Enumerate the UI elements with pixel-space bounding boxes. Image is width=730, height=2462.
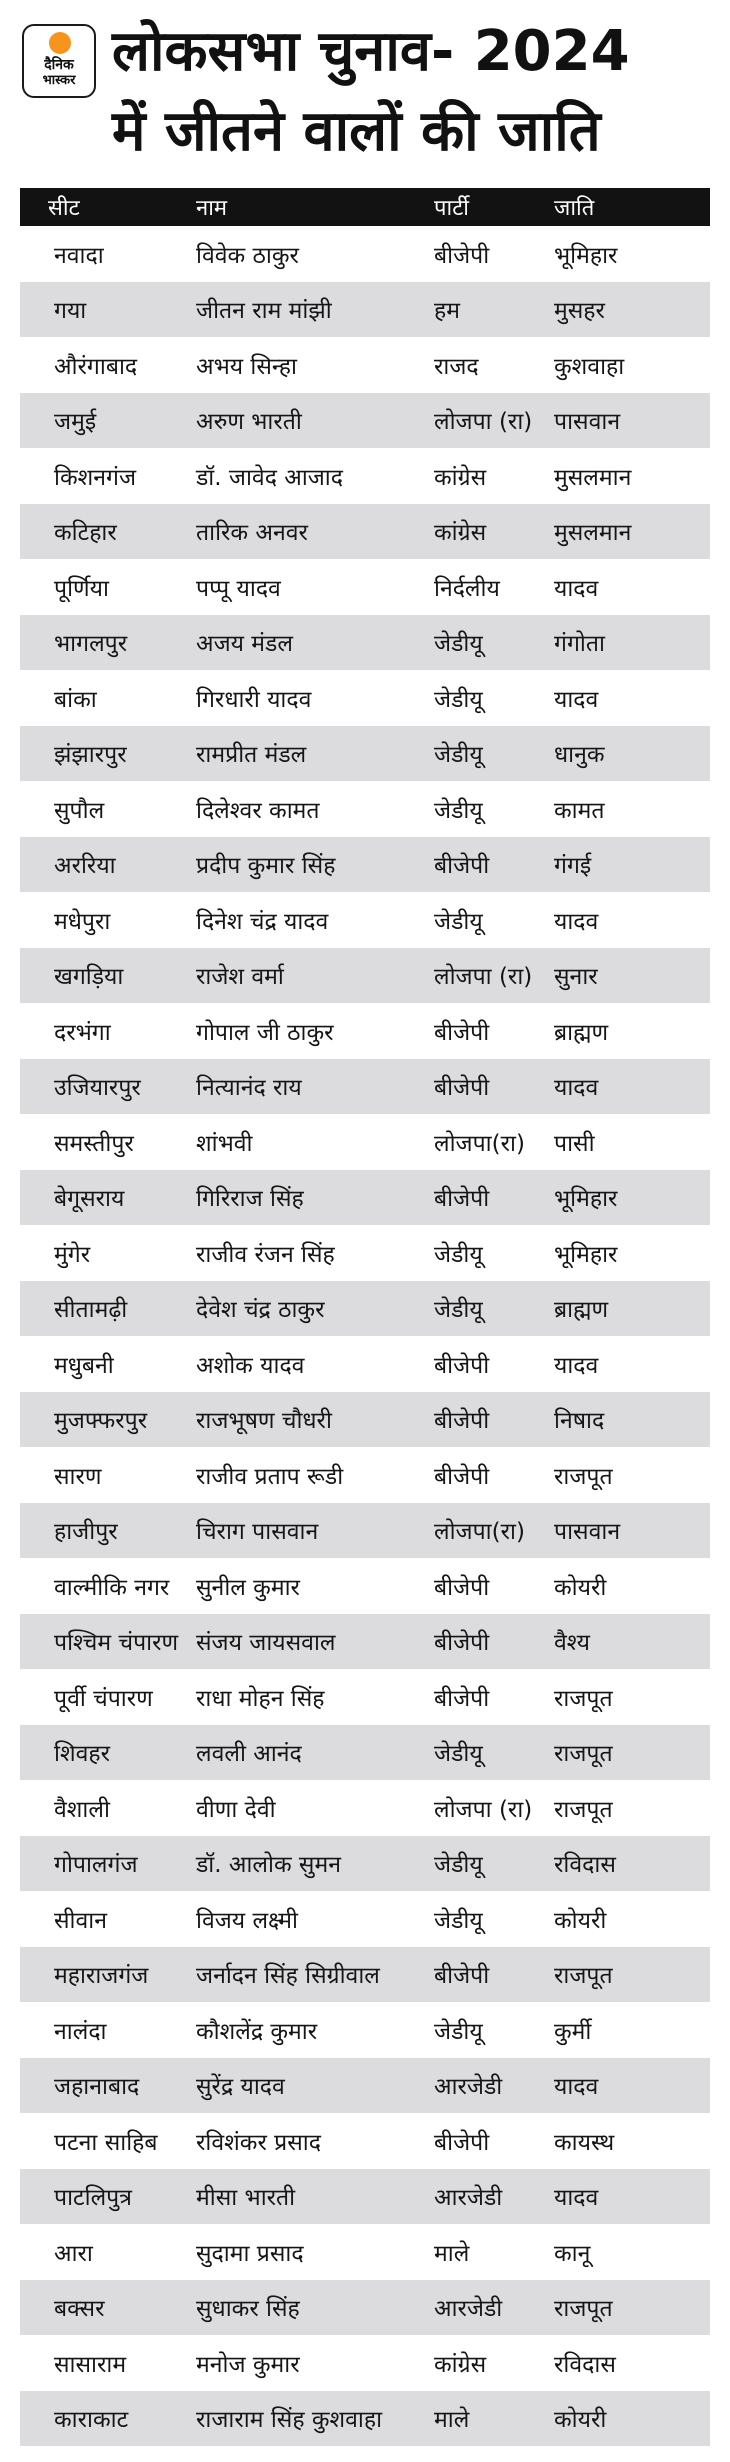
cell-party: जेडीयू xyxy=(434,1852,483,1879)
cell-seat: खगड़िया xyxy=(54,964,124,991)
cell-name: शांभवी xyxy=(196,1130,253,1157)
cell-party: निर्दलीय xyxy=(434,575,500,602)
cell-name: गिरधारी यादव xyxy=(196,686,312,713)
cell-name: रविशंकर प्रसाद xyxy=(196,2129,321,2156)
cell-caste: मुसलमान xyxy=(554,520,632,547)
cell-party: जेडीयू xyxy=(434,742,483,769)
table-row xyxy=(20,837,710,893)
cell-party: कांग्रेस xyxy=(434,2351,487,2378)
cell-party: जेडीयू xyxy=(434,1297,483,1324)
cell-caste: भूमिहार xyxy=(554,1186,618,1213)
cell-caste: कोयरी xyxy=(554,2407,607,2434)
cell-name: गिरिराज सिंह xyxy=(196,1186,304,1213)
cell-seat: बांका xyxy=(54,686,97,713)
table-row xyxy=(20,337,710,393)
table-row xyxy=(20,393,710,449)
cell-name: राजाराम सिंह कुशवाहा xyxy=(196,2407,383,2434)
table-row xyxy=(20,1891,710,1947)
header xyxy=(0,0,730,188)
cell-name: संजय जायसवाल xyxy=(196,1630,336,1657)
table-row xyxy=(20,1447,710,1503)
cell-caste: वैश्य xyxy=(554,1630,590,1657)
cell-seat: जमुई xyxy=(54,409,97,436)
cell-seat: पश्चिम चंपारण xyxy=(54,1630,179,1657)
cell-caste: कुशवाहा xyxy=(554,353,625,380)
table-row xyxy=(20,615,710,671)
cell-party: लोजपा (रा) xyxy=(434,1796,533,1823)
cell-seat: सुपौल xyxy=(54,797,105,824)
table-row xyxy=(20,2002,710,2058)
page-title xyxy=(112,12,722,172)
table-row xyxy=(20,448,710,504)
header-caste: जाति xyxy=(554,196,595,221)
cell-name: तारिक अनवर xyxy=(196,520,308,547)
cell-party: बीजेपी xyxy=(434,1685,490,1712)
cell-party: आरजेडी xyxy=(434,2185,503,2212)
cell-party: बीजेपी xyxy=(434,853,490,880)
cell-caste: सुनार xyxy=(554,964,598,991)
cell-name: राजीव रंजन सिंह xyxy=(196,1241,335,1268)
cell-caste: यादव xyxy=(554,2074,599,2101)
cell-name: राजीव प्रताप रूडी xyxy=(196,1463,344,1490)
cell-party: बीजेपी xyxy=(434,1574,490,1601)
logo-text-bhaskar: भास्कर xyxy=(42,73,76,88)
cell-party: जेडीयू xyxy=(434,1741,483,1768)
cell-party: जेडीयू xyxy=(434,631,483,658)
cell-name: नित्यानंद राय xyxy=(196,1075,302,1102)
cell-caste: ब्राह्मण xyxy=(554,1019,609,1046)
logo-text-dainik: दैनिक xyxy=(44,57,74,73)
header-party: पार्टी xyxy=(434,196,469,221)
cell-seat: नालंदा xyxy=(54,2018,107,2045)
cell-party: बीजेपी xyxy=(434,1019,490,1046)
cell-party: कांग्रेस xyxy=(434,464,487,491)
cell-caste: मुसहर xyxy=(554,298,605,325)
cell-name: सुनील कुमार xyxy=(196,1574,300,1601)
title-line-2: में जीतने वालों की जाति xyxy=(112,99,601,164)
winners-caste-table xyxy=(20,188,710,2446)
cell-caste: कानू xyxy=(554,2240,591,2267)
cell-seat: सारण xyxy=(54,1463,102,1490)
cell-seat: जहानाबाद xyxy=(54,2074,140,2101)
cell-caste: पासवान xyxy=(554,409,621,436)
cell-name: रामप्रीत मंडल xyxy=(196,742,307,769)
cell-caste: रविदास xyxy=(554,2351,616,2378)
table-row xyxy=(20,948,710,1004)
cell-party: जेडीयू xyxy=(434,797,483,824)
cell-name: सुरेंद्र यादव xyxy=(196,2074,285,2101)
cell-name: राजभूषण चौधरी xyxy=(196,1408,332,1435)
cell-party: बीजेपी xyxy=(434,1630,490,1657)
cell-party: आरजेडी xyxy=(434,2296,503,2323)
table-row xyxy=(20,1669,710,1725)
table-row xyxy=(20,1281,710,1337)
cell-caste: यादव xyxy=(554,2185,599,2212)
cell-seat: सीवान xyxy=(54,1907,108,1934)
table-row xyxy=(20,2058,710,2114)
cell-caste: राजपूत xyxy=(554,2296,613,2323)
cell-name: विजय लक्ष्मी xyxy=(196,1907,299,1934)
table-row xyxy=(20,559,710,615)
cell-party: जेडीयू xyxy=(434,2018,483,2045)
cell-caste: यादव xyxy=(554,1075,599,1102)
cell-party: लोजपा (रा) xyxy=(434,409,533,436)
cell-seat: बक्सर xyxy=(54,2296,105,2323)
cell-caste: निषाद xyxy=(554,1408,605,1435)
cell-caste: राजपूत xyxy=(554,1685,613,1712)
cell-name: राजेश वर्मा xyxy=(196,964,284,991)
cell-party: लोजपा(रा) xyxy=(434,1130,525,1157)
header-name: नाम xyxy=(196,196,228,221)
cell-name: प्रदीप कुमार सिंह xyxy=(196,853,336,880)
table-row xyxy=(20,504,710,560)
cell-party: जेडीयू xyxy=(434,686,483,713)
cell-seat: मुजफ्फरपुर xyxy=(54,1408,148,1435)
table-row xyxy=(20,1336,710,1392)
cell-seat: झंझारपुर xyxy=(54,742,127,769)
cell-caste: यादव xyxy=(554,575,599,602)
table-row xyxy=(20,226,710,282)
table-row xyxy=(20,1392,710,1448)
table-row xyxy=(20,1114,710,1170)
cell-caste: भूमिहार xyxy=(554,242,618,269)
cell-caste: कायस्थ xyxy=(554,2129,615,2156)
cell-seat: पूर्णिया xyxy=(54,575,109,602)
cell-seat: पटना साहिब xyxy=(54,2129,158,2156)
cell-seat: वाल्मीकि नगर xyxy=(54,1574,170,1601)
cell-seat: औरंगाबाद xyxy=(54,353,138,380)
cell-party: माले xyxy=(434,2407,470,2434)
table-row xyxy=(20,670,710,726)
cell-name: सुदामा प्रसाद xyxy=(196,2240,304,2267)
cell-caste: गंगोता xyxy=(554,631,605,658)
cell-seat: मधुबनी xyxy=(54,1352,114,1379)
table-row xyxy=(20,1003,710,1059)
cell-party: जेडीयू xyxy=(434,1907,483,1934)
cell-name: अशोक यादव xyxy=(196,1352,305,1379)
cell-seat: बेगूसराय xyxy=(54,1186,125,1213)
cell-caste: पासवान xyxy=(554,1519,621,1546)
table-row xyxy=(20,2280,710,2336)
cell-seat: मधेपुरा xyxy=(54,908,111,935)
cell-seat: मुंगेर xyxy=(54,1241,91,1268)
cell-name: डॉ. जावेद आजाद xyxy=(196,464,343,491)
table-row xyxy=(20,1947,710,2003)
cell-name: लवली आनंद xyxy=(196,1741,302,1768)
cell-party: जेडीयू xyxy=(434,1241,483,1268)
table-row xyxy=(20,1614,710,1670)
cell-name: देवेश चंद्र ठाकुर xyxy=(196,1297,325,1324)
cell-name: कौशलेंद्र कुमार xyxy=(196,2018,318,2045)
cell-name: डॉ. आलोक सुमन xyxy=(196,1852,341,1879)
table-row xyxy=(20,1170,710,1226)
cell-seat: वैशाली xyxy=(54,1796,110,1823)
cell-party: लोजपा(रा) xyxy=(434,1519,525,1546)
cell-name: दिनेश चंद्र यादव xyxy=(196,908,329,935)
cell-caste: पासी xyxy=(554,1130,595,1157)
cell-caste: गंगई xyxy=(554,853,592,880)
cell-party: बीजेपी xyxy=(434,1352,490,1379)
cell-name: पप्पू यादव xyxy=(196,575,281,602)
cell-caste: राजपूत xyxy=(554,1963,613,1990)
sun-icon xyxy=(49,32,71,54)
cell-seat: महाराजगंज xyxy=(54,1963,149,1990)
cell-name: अभय सिन्हा xyxy=(196,353,297,380)
table-header-row xyxy=(20,188,710,226)
cell-party: आरजेडी xyxy=(434,2074,503,2101)
cell-seat: दरभंगा xyxy=(54,1019,111,1046)
cell-caste: ब्राह्मण xyxy=(554,1297,609,1324)
table-row xyxy=(20,2169,710,2225)
cell-name: अजय मंडल xyxy=(196,631,293,658)
cell-caste: राजपूत xyxy=(554,1796,613,1823)
cell-name: जीतन राम मांझी xyxy=(196,298,332,325)
table-row xyxy=(20,2224,710,2280)
cell-name: मीसा भारती xyxy=(196,2185,296,2212)
cell-name: सुधाकर सिंह xyxy=(196,2296,300,2323)
cell-seat: समस्तीपुर xyxy=(54,1130,134,1157)
cell-seat: कटिहार xyxy=(54,520,117,547)
cell-party: बीजेपी xyxy=(434,1186,490,1213)
header-seat: सीट xyxy=(48,196,80,221)
table-row xyxy=(20,1503,710,1559)
table-row xyxy=(20,2391,710,2447)
table-row xyxy=(20,2113,710,2169)
table-row xyxy=(20,282,710,338)
cell-caste: यादव xyxy=(554,908,599,935)
cell-name: गोपाल जी ठाकुर xyxy=(196,1019,334,1046)
cell-seat: नवादा xyxy=(54,242,104,269)
cell-name: दिलेश्वर कामत xyxy=(196,797,320,824)
table-row xyxy=(20,1558,710,1614)
cell-party: कांग्रेस xyxy=(434,520,487,547)
cell-caste: राजपूत xyxy=(554,1463,613,1490)
cell-caste: कामत xyxy=(554,797,605,824)
cell-seat: गोपालगंज xyxy=(54,1852,138,1879)
cell-caste: राजपूत xyxy=(554,1741,613,1768)
cell-party: राजद xyxy=(434,353,479,380)
cell-caste: यादव xyxy=(554,1352,599,1379)
cell-name: जर्नादन सिंह सिग्रीवाल xyxy=(196,1963,380,1990)
cell-seat: अररिया xyxy=(54,853,116,880)
cell-caste: कुर्मी xyxy=(554,2018,592,2045)
table-row xyxy=(20,1780,710,1836)
cell-name: अरुण भारती xyxy=(196,409,302,436)
cell-seat: सासाराम xyxy=(54,2351,127,2378)
cell-caste: कोयरी xyxy=(554,1907,607,1934)
cell-name: राधा मोहन सिंह xyxy=(196,1685,325,1712)
table-row xyxy=(20,892,710,948)
cell-party: लोजपा (रा) xyxy=(434,964,533,991)
cell-party: माले xyxy=(434,2240,470,2267)
table-row xyxy=(20,1836,710,1892)
table-row xyxy=(20,1059,710,1115)
cell-name: मनोज कुमार xyxy=(196,2351,300,2378)
cell-seat: सीतामढ़ी xyxy=(54,1297,128,1324)
table-row xyxy=(20,1225,710,1281)
cell-seat: उजियारपुर xyxy=(54,1075,141,1102)
cell-caste: रविदास xyxy=(554,1852,616,1879)
cell-party: बीजेपी xyxy=(434,1963,490,1990)
cell-seat: भागलपुर xyxy=(54,631,128,658)
cell-caste: धानुक xyxy=(554,742,605,769)
table-row xyxy=(20,726,710,782)
cell-seat: काराकाट xyxy=(54,2407,129,2434)
cell-party: बीजेपी xyxy=(434,1075,490,1102)
cell-party: बीजेपी xyxy=(434,242,490,269)
cell-seat: किशनगंज xyxy=(54,464,137,491)
title-line-1: लोकसभा चुनाव- 2024 xyxy=(112,19,630,84)
cell-seat: शिवहर xyxy=(54,1741,111,1768)
cell-seat: पूर्वी चंपारण xyxy=(54,1685,153,1712)
table-row xyxy=(20,1725,710,1781)
dainik-bhaskar-logo xyxy=(22,24,96,98)
cell-party: बीजेपी xyxy=(434,2129,490,2156)
cell-seat: गया xyxy=(54,298,87,325)
cell-seat: पाटलिपुत्र xyxy=(54,2185,132,2212)
cell-seat: आरा xyxy=(54,2240,93,2267)
cell-party: जेडीयू xyxy=(434,908,483,935)
table-row xyxy=(20,781,710,837)
cell-caste: भूमिहार xyxy=(554,1241,618,1268)
cell-name: चिराग पासवान xyxy=(196,1519,319,1546)
cell-caste: यादव xyxy=(554,686,599,713)
cell-name: वीणा देवी xyxy=(196,1796,276,1823)
cell-caste: कोयरी xyxy=(554,1574,607,1601)
cell-party: हम xyxy=(434,298,460,325)
cell-caste: मुसलमान xyxy=(554,464,632,491)
cell-seat: हाजीपुर xyxy=(54,1519,118,1546)
cell-party: बीजेपी xyxy=(434,1408,490,1435)
table-row xyxy=(20,2335,710,2391)
cell-party: बीजेपी xyxy=(434,1463,490,1490)
cell-name: विवेक ठाकुर xyxy=(196,242,299,269)
